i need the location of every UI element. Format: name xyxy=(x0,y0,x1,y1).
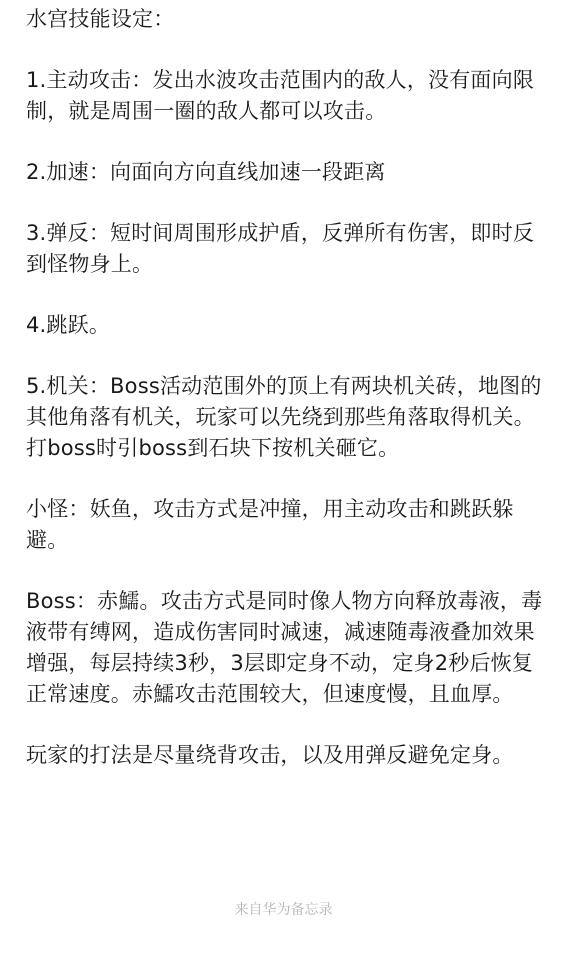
skill-mechanism: 5.机关：Boss活动范围外的顶上有两块机关砖，地图的其他角落有机关，玩家可以先绕到那些角落取得机关。打boss时引boss到石块下按机关砸它。 xyxy=(26,374,542,460)
player-strategy: 玩家的打法是尽量绕背攻击，以及用弹反避免定身。 xyxy=(26,743,514,767)
note-title: 水宫技能设定： xyxy=(26,7,175,31)
note-body xyxy=(26,4,544,801)
skill-jump: 4.跳跃。 xyxy=(26,313,111,337)
skill-speed: 2.加速：向面向方向直线加速一段距离 xyxy=(26,160,386,184)
boss-description: Boss：赤鱬。攻击方式是同时像人物方向释放毒液，毒液带有缚网，造成伤害同时减速，减速随毒液叠加效果增强，每层持续3秒，3层即定身不动，定身2秒后恢复正常速度。赤鱬攻击范围较大，但速度慢，且血厚。 xyxy=(26,589,543,706)
skill-parry: 3.弹反：短时间周围形成护盾，反弹所有伤害，即时反到怪物身上。 xyxy=(26,221,535,276)
minor-enemy: 小怪：妖鱼，攻击方式是冲撞，用主动攻击和跳跃躲避。 xyxy=(26,497,514,552)
skill-attack: 1.主动攻击：发出水波攻击范围内的敌人，没有面向限制，就是周围一圈的敌人都可以攻击。 xyxy=(26,68,535,123)
footer-source: 来自华为备忘录 xyxy=(234,902,333,918)
